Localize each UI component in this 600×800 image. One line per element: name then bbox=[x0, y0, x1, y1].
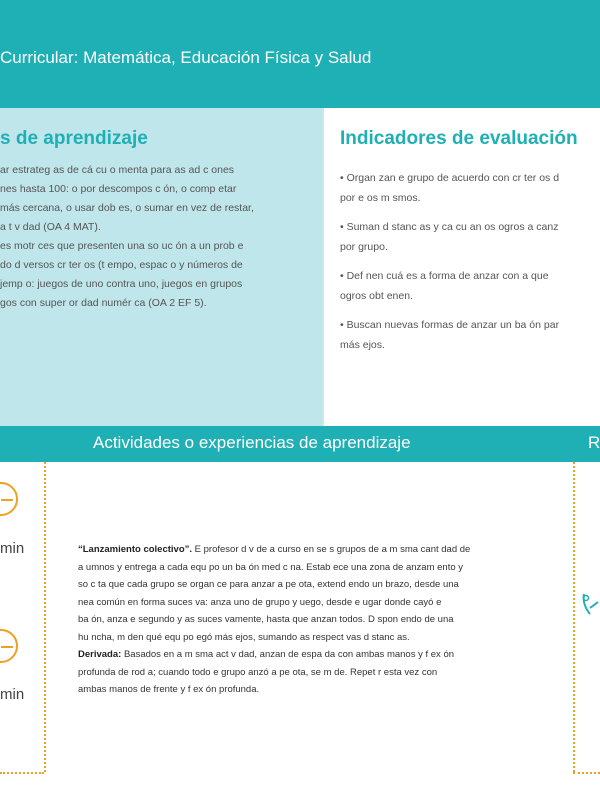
indicator-line: ogros obt enen. bbox=[340, 290, 413, 302]
derived-text: Basados en a m sma act v dad, anzan de espa da con ambas manos y f ex ón bbox=[121, 649, 455, 660]
activity-line: profunda de rod a; cuando todo e grupo anzó a pe ota, se m de. Repet r esta vez con bbox=[78, 666, 438, 678]
dotted-divider-bottom-right bbox=[573, 772, 600, 774]
activity-text: E profesor d v de a curso en se s grupos de a m sma cant dad de bbox=[192, 544, 471, 555]
clock-icon bbox=[0, 629, 18, 663]
panel-divider bbox=[322, 108, 324, 426]
activity-line: hu ncha, m den qué equ po egó más ejos, sumando as respect vas d stanc as. bbox=[78, 631, 410, 643]
indicator-line: • Suman d stanc as y ca cu an os ogros a canz bbox=[340, 221, 559, 233]
activity-line: nea común en forma suces va: anza uno de grupo y uego, desde e ugar donde cayó e bbox=[78, 596, 442, 608]
objective-line: más cercana, o usar dob es, o sumar en vez de restar, bbox=[0, 202, 254, 214]
objective-line: es motr ces que presenten una so uc ón a un prob e bbox=[0, 240, 244, 252]
page-title: Curricular: Matemática, Educación Física y Salud bbox=[0, 48, 372, 67]
indicator-item bbox=[340, 266, 600, 306]
activity-line: ambas manos de frente y f ex ón profunda. bbox=[78, 684, 260, 695]
indicator-item bbox=[340, 168, 600, 208]
objectives-text bbox=[0, 161, 318, 313]
activity-line: a umnos y entrega a cada equ po un ba ón med c na. Estab ece una zona de anzam ento y bbox=[78, 561, 464, 573]
objective-line: nes hasta 100: o por descompos c ón, o comp etar bbox=[0, 183, 237, 195]
activity-line bbox=[78, 541, 528, 559]
indicators-title: Indicadores de evaluación bbox=[340, 128, 578, 149]
activity-line: so c ta que cada grupo se organ ce para anzar a pe ota, extend endo un brazo, desde una bbox=[78, 579, 459, 590]
dotted-divider-bottom bbox=[0, 772, 44, 774]
dotted-divider-left bbox=[44, 462, 46, 772]
activity-line: ba ón, anza e segundo y as suces vamente, hasta que anzan todos. D spon endo de una bbox=[78, 614, 454, 625]
indicator-line: • Organ zan e grupo de acuerdo con cr ter os d bbox=[340, 172, 560, 184]
ball-throw-icon bbox=[580, 588, 600, 618]
indicator-line: • Def nen cuá es a forma de anzar con a que bbox=[340, 270, 549, 282]
objective-line: ar estrateg as de cá cu o menta para as ad c ones bbox=[0, 164, 235, 176]
objective-line: a t v dad (OA 4 MAT). bbox=[0, 221, 101, 233]
duration-label: min bbox=[0, 686, 25, 703]
activities-title: Actividades o experiencias de aprendizaje bbox=[93, 433, 411, 452]
dotted-divider-right bbox=[573, 462, 575, 772]
resources-title: R bbox=[588, 433, 600, 452]
clock-hand bbox=[1, 499, 13, 501]
derived-label: Derivada: bbox=[78, 649, 122, 660]
clock-icon bbox=[0, 482, 18, 516]
activity-description bbox=[78, 541, 528, 699]
indicator-item bbox=[340, 315, 600, 355]
indicator-line: por e os m smos. bbox=[340, 192, 421, 204]
indicator-item bbox=[340, 217, 600, 257]
objective-line: do d versos cr ter os (t empo, espac o y números de bbox=[0, 259, 243, 271]
indicator-line: • Buscan nuevas formas de anzar un ba ón par bbox=[340, 319, 560, 331]
indicators-list bbox=[340, 168, 600, 364]
activity-line bbox=[78, 646, 528, 664]
objective-line: jemp o: juegos de uno contra uno, juegos en grupos bbox=[0, 278, 243, 290]
duration-label: min bbox=[0, 540, 25, 557]
activity-label: “Lanzamiento colectivo”. bbox=[78, 544, 193, 555]
clock-hand bbox=[1, 646, 13, 648]
objective-line: gos con super or dad numér ca (OA 2 EF 5). bbox=[0, 297, 207, 309]
objectives-title: s de aprendizaje bbox=[0, 128, 148, 149]
indicator-line: más ejos. bbox=[340, 339, 385, 351]
indicator-line: por grupo. bbox=[340, 241, 388, 253]
